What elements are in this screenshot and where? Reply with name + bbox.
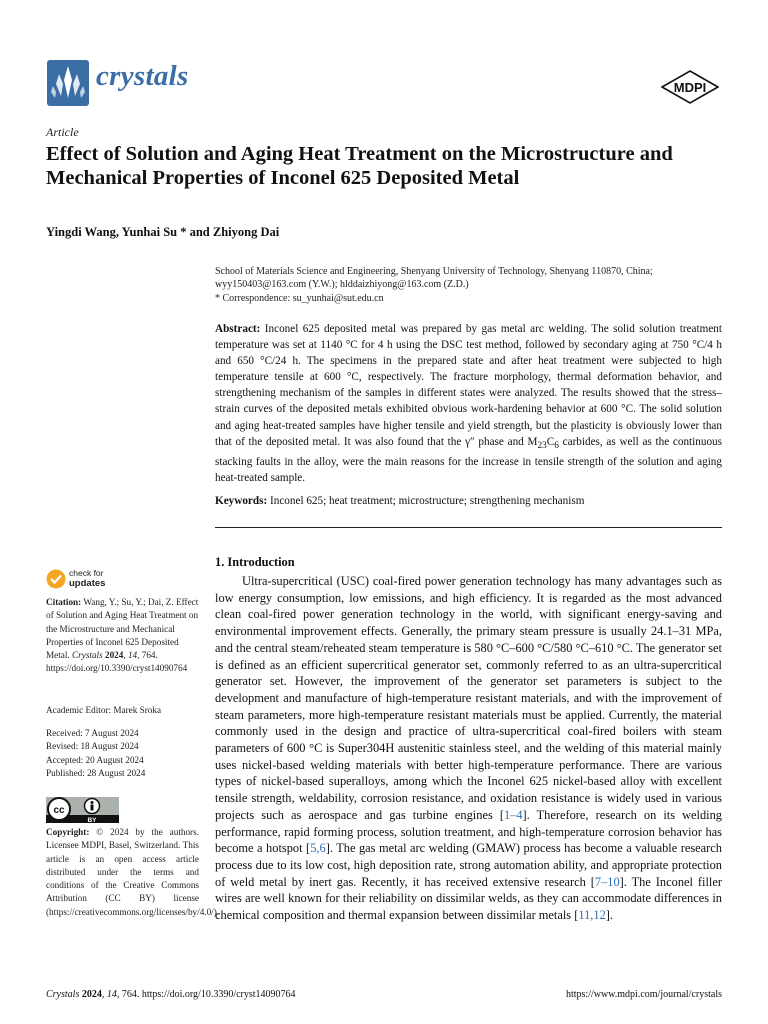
footer-journal-url[interactable]: https://www.mdpi.com/journal/crystals [565, 989, 722, 1000]
journal-name: crystals [96, 60, 189, 92]
citation-doi[interactable]: 764. https://doi.org/10.3390/cryst14090764 [46, 650, 188, 674]
check-label-bold: updates [69, 577, 106, 589]
citation-link[interactable]: 7–10 [594, 874, 620, 889]
revised-date: Revised: 18 August 2024 [46, 741, 139, 752]
footer-doi[interactable]: 764. https://doi.org/10.3390/cryst14090764 [119, 989, 296, 1000]
academic-editor: Academic Editor: Marek Sroka [46, 705, 162, 715]
introduction-body [215, 573, 722, 924]
cc-by-label: BY [87, 817, 97, 823]
cc-by-license-icon[interactable] [46, 797, 119, 823]
affiliation-block [215, 265, 725, 305]
published-date: Published: 28 August 2024 [46, 767, 146, 778]
author-list: Yingdi Wang, Yunhai Su * and Zhiyong Dai [46, 225, 280, 239]
abstract-text: Inconel 625 deposited metal was prepared by gas metal arc welding. The solid solution treatment temperature was set at 1140 °C for 4 h using the DSC test method, followed by secondary aging at 750 °C/4 h and 650 °C/24 h. The specimens in the prepared state and after heat treatment were subjected to high temperature tensile at 600 °C, respectively. The fracture morphology, thermal deformation behavior, and strengthening mechanism of the samples in different states were analyzed. The results showed that the stress–strain curves of the deposited metals exhibited obvious work-hardening behavior at 600 °C. The solid solution and aging heat-treated samples have higher tensile and yield strength, but the plasticity is obviously lower than that of the deposited metal. It was also found that the γ″ phase and M [215, 323, 722, 448]
citation-year: 2024 [102, 650, 124, 661]
abstract-label: Abstract: [215, 323, 261, 335]
citation-link[interactable]: 5,6 [310, 841, 326, 856]
footer-year: 2024 [79, 989, 102, 1000]
crystals-logo-icon [47, 60, 89, 106]
section-heading: 1. Introduction [215, 555, 295, 569]
accepted-date: Accepted: 20 August 2024 [46, 754, 144, 765]
received-date: Received: 7 August 2024 [46, 728, 139, 738]
check-for-updates-button[interactable] [69, 569, 105, 588]
abstract-subscript: 23 [537, 440, 547, 451]
check-label: check for [69, 568, 104, 578]
keywords [215, 494, 722, 509]
mdpi-logo-icon [661, 70, 719, 104]
citation-volume: , 14, [123, 650, 140, 661]
footer-journal: Crystals [46, 989, 80, 1000]
paragraph-text: ]. The Inconel filler wires are well known for their reliability on dissimilar welds, as they can accommodate differences in chemical composition and thermal expansion between dissimilar metals [ [215, 874, 722, 923]
abstract-text: C [546, 435, 555, 448]
abstract-text: carbides, as well as the continuous stacking faults in the alloy, were the main reasons for the increase in tensile strength of the solution and aging heat-treated sample. [215, 435, 722, 485]
check-for-updates-icon[interactable] [46, 569, 66, 589]
paragraph-text: ]. Therefore, research on its welding performance, rapid forming process, solution treatment, and high-temperature corrosion behavior has become a hotspot [ [215, 807, 722, 856]
publication-dates [46, 727, 199, 780]
paragraph-text: ]. [605, 908, 614, 923]
abstract-subscript: 6 [554, 440, 559, 451]
correspondence-line: * Correspondence: su_yunhai@sut.edu.cn [215, 292, 384, 304]
paragraph-text: ]. The gas metal arc welding (GMAW) process has become a valuable research process due to its low cost, high deposition rate, strong automation ability, and appropriate protection of weld metal by inert gas. Recently, it has received extensive research [ [215, 841, 723, 889]
citation-journal: Crystals [72, 650, 103, 661]
section-divider [215, 527, 722, 528]
article-type: Article [46, 125, 79, 139]
paragraph [215, 573, 722, 924]
keywords-text: Inconel 625; heat treatment; microstructure; strengthening mechanism [267, 495, 585, 507]
copyright-notice [46, 826, 220, 919]
copyright-label: Copyright: [46, 827, 90, 837]
copyright-text: © 2024 by the authors. Licensee MDPI, Basel, Switzerland. This article is an open access article distributed under the terms and conditions of the Creative Commons Attribution (CC BY) license (https://creativecommons.org/licenses/by/4.0/). [46, 827, 220, 917]
affiliation-line: School of Materials Science and Engineering, Shenyang University of Technology, Shenyang 110870, China; [215, 266, 653, 277]
citation-text: Wang, Y.; Su, Y.; Dai, Z. Effect of Solution and Aging Heat Treatment on the Microstructure and Mechanical Properties of Inconel 625 Deposited Metal. [46, 597, 199, 661]
citation-label: Citation: [46, 597, 82, 607]
abstract [215, 321, 722, 486]
footer-volume: , 14, [101, 989, 120, 1000]
paragraph-text: Ultra-supercritical (USC) coal-fired power generation technology has many advantages such as low energy consumption, low emissions, and high efficiency. It is regarded as the most advanced clean coal-fired power generation technology in the world, with significant energy-saving and environmental improvement effects. Generally, the primary steam pressure is usually 24.1–31 MPa, and the central steam/reheated steam temperature is 580 °C–600 °C/580 °C–610 °C. The generator set is defined as an efficient supercritical generator set, commonly referred to as an ultra-supercritical generator set. However, the improvement of the generator set parameters is subject to the development and manufacture of high-temperature resistant materials, and with the improvement of steam parameters, more high-temperature resistant materials must be applied. Currently, the material commonly used in the design and practice of ultra-supercritical coal-fired boilers with steam parameters of 600 °C is Super304H austenitic stainless steel, and the welding of this material mainly uses nickel-based welding materials with better high-temperature performance. There are various types of nickel-based superalloys, among which the Inconel 625 nickel-based alloy with excellent tensile strength, weldability, corrosion resistance, and oxidation resistance is widely used in various projects such as aerospace and gas turbine engines [ [215, 574, 722, 822]
affiliation-emails: wyy150403@163.com (Y.W.); hlddaizhiyong@163.com (Z.D.) [215, 279, 469, 291]
citation-link[interactable]: 11,12 [578, 908, 606, 923]
footer-citation [46, 989, 296, 1000]
citation-link[interactable]: 1–4 [503, 807, 523, 822]
citation-block [46, 596, 199, 676]
keywords-label: Keywords: [215, 495, 268, 507]
svg-text:cc: cc [53, 805, 65, 816]
paper-title: Effect of Solution and Aging Heat Treatment on the Microstructure and Mechanical Properties of Inconel 625 Deposited Metal [46, 143, 673, 189]
publisher-label: MDPI [673, 80, 707, 95]
